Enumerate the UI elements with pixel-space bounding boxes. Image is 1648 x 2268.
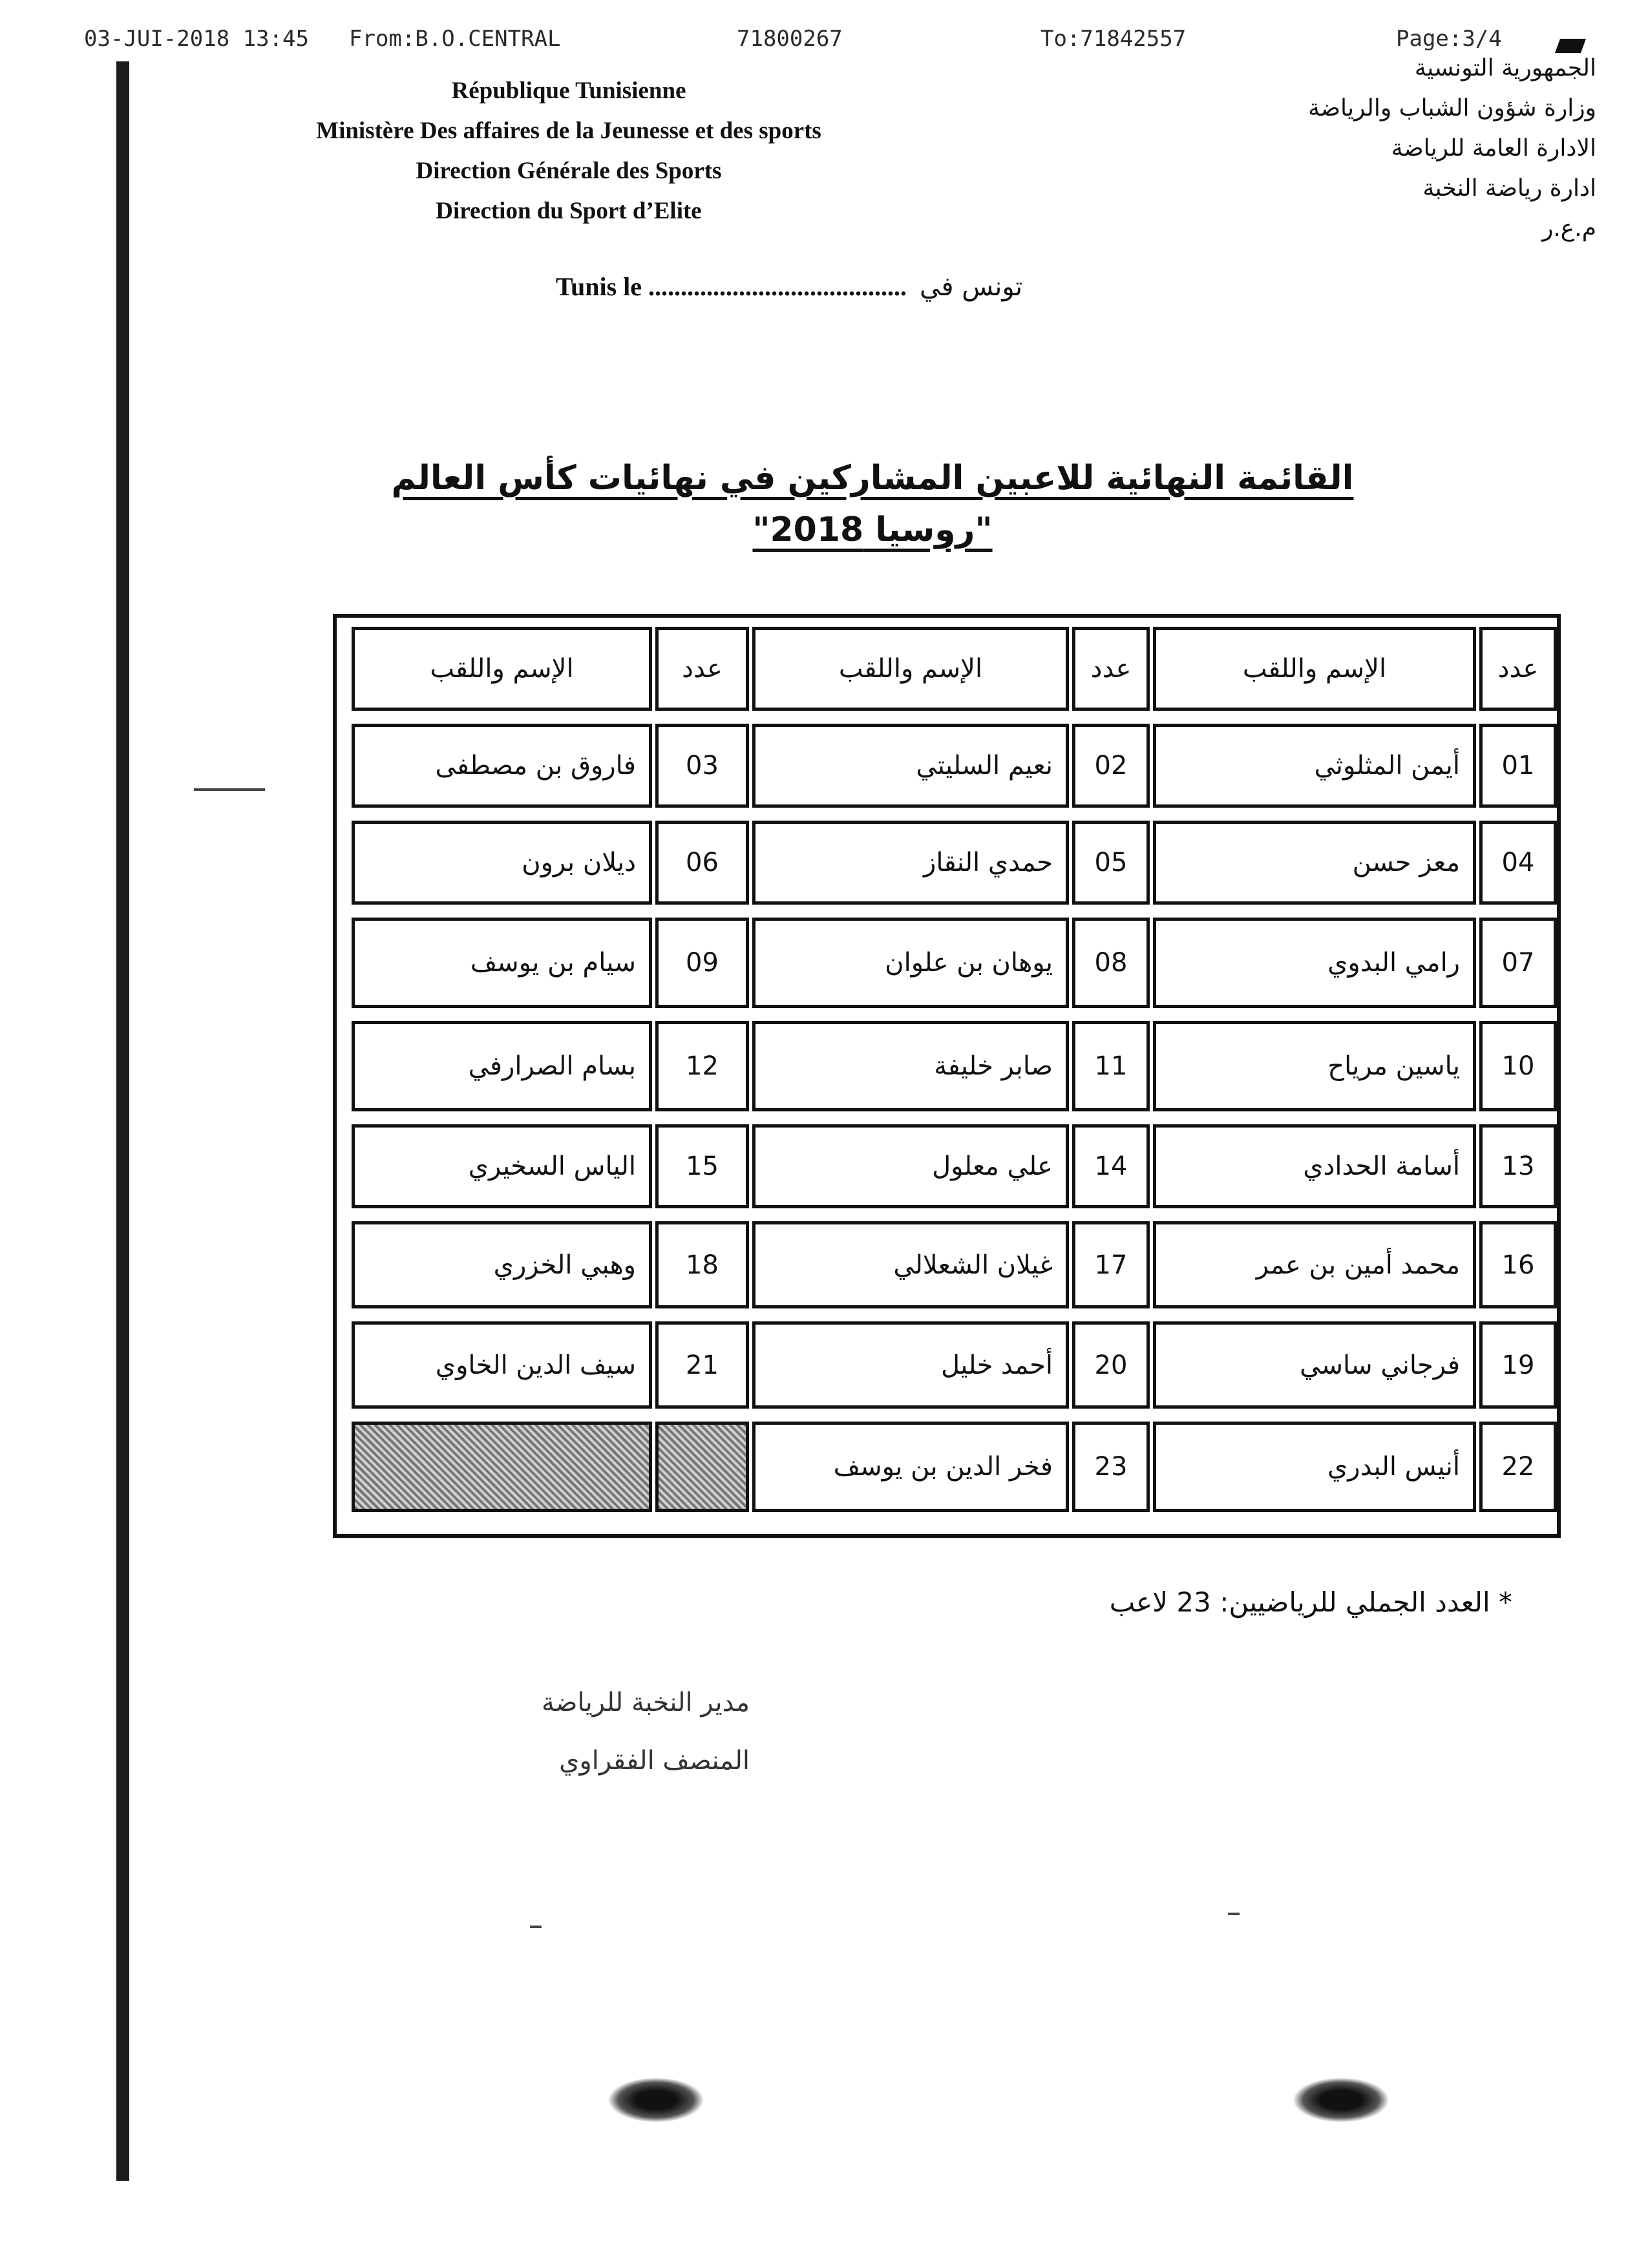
player-name: فرجاني ساسي: [1153, 1321, 1476, 1409]
header-name: الإسم واللقب: [352, 627, 652, 711]
player-name: ديلان برون: [352, 821, 652, 905]
player-name: أحمد خليل: [752, 1321, 1069, 1409]
player-name: حمدي النقاز: [752, 821, 1069, 905]
fax-from: From:B.O.CENTRAL: [349, 26, 561, 52]
date-line-ar: تونس في: [920, 272, 1023, 302]
letterhead-ar-line: الجمهورية التونسية: [1414, 55, 1596, 81]
player-number: 12: [655, 1021, 749, 1111]
player-name: سيام بن يوسف: [352, 918, 652, 1008]
header-number: عدد: [655, 627, 749, 711]
title-line-1: القائمة النهائية للاعبين المشاركين في نهائيات كأس العالم: [391, 459, 1354, 498]
table-row: [337, 1412, 1557, 1516]
player-name: صابر خليفة: [752, 1021, 1069, 1111]
fax-to: To:71842557: [1041, 26, 1187, 52]
player-name: فاروق بن مصطفى: [352, 724, 652, 808]
date-line: [556, 271, 1331, 302]
player-number: 21: [655, 1321, 749, 1409]
player-name: أنيس البدري: [1153, 1422, 1476, 1512]
player-name: أيمن المثلوثي: [1153, 724, 1476, 808]
signature-line-1: مدير النخبة للرياضة: [542, 1688, 750, 1717]
letterhead-arabic: [1170, 48, 1596, 249]
player-name: ياسين مرياح: [1153, 1021, 1476, 1111]
player-number: 18: [655, 1221, 749, 1308]
player-name: رامي البدوي: [1153, 918, 1476, 1008]
letterhead-fr-line: Direction Générale des Sports: [416, 158, 722, 184]
document-title: [388, 452, 1357, 556]
signature-line-2: المنصف الفقراوي: [559, 1746, 750, 1776]
letterhead-fr-line: République Tunisienne: [451, 78, 686, 104]
table-row: [337, 715, 1557, 812]
margin-dash: [530, 1926, 542, 1928]
player-name: بسام الصرارفي: [352, 1021, 652, 1111]
title-line-2: "روسيا 2018": [752, 510, 993, 549]
player-number: 14: [1072, 1124, 1150, 1208]
total-players-note: * العدد الجملي للرياضيين: 23 لاعب: [1109, 1586, 1512, 1618]
player-number: 07: [1479, 918, 1557, 1008]
letterhead-ar-line: م.ع.ر: [1541, 215, 1596, 242]
smudge-mark: [1293, 2077, 1389, 2123]
player-name: أسامة الحدادي: [1153, 1124, 1476, 1208]
player-number: 01: [1479, 724, 1557, 808]
fax-datetime: 03-JUI-2018 13:45: [84, 26, 309, 52]
player-number: 15: [655, 1124, 749, 1208]
letterhead-ar-line: وزارة شؤون الشباب والرياضة: [1308, 95, 1596, 121]
player-name: علي معلول: [752, 1124, 1069, 1208]
player-number: 04: [1479, 821, 1557, 905]
player-number: 06: [655, 821, 749, 905]
player-name: نعيم السليتي: [752, 724, 1069, 808]
table-row: [337, 1012, 1557, 1115]
table-header-row: [337, 618, 1557, 715]
player-number: 05: [1072, 821, 1150, 905]
letterhead-french: [271, 71, 866, 231]
table-row: [337, 1312, 1557, 1412]
player-name: سيف الدين الخاوي: [352, 1321, 652, 1409]
empty-shaded-cell: [352, 1422, 652, 1512]
player-number: 09: [655, 918, 749, 1008]
header-name: الإسم واللقب: [752, 627, 1069, 711]
header-name: الإسم واللقب: [1153, 627, 1476, 711]
player-name: غيلان الشعلالي: [752, 1221, 1069, 1308]
scan-edge-bar: [116, 61, 129, 2181]
player-name: يوهان بن علوان: [752, 918, 1069, 1008]
player-name: فخر الدين بن يوسف: [752, 1422, 1069, 1512]
smudge-mark: [607, 2077, 704, 2123]
player-number: 20: [1072, 1321, 1150, 1409]
table-row: [337, 1115, 1557, 1212]
player-name: وهبي الخزري: [352, 1221, 652, 1308]
letterhead-fr-line: Direction du Sport d’Elite: [436, 198, 702, 224]
players-table: [333, 614, 1561, 1538]
fax-number: 71800267: [737, 26, 843, 52]
header-number: عدد: [1072, 627, 1150, 711]
player-number: 16: [1479, 1221, 1557, 1308]
player-number: 02: [1072, 724, 1150, 808]
fax-page: Page:3/4: [1396, 26, 1502, 52]
player-number: 23: [1072, 1422, 1150, 1512]
margin-dash: [1228, 1913, 1240, 1915]
letterhead-ar-line: الادارة العامة للرياضة: [1391, 135, 1596, 162]
player-number: 03: [655, 724, 749, 808]
player-name: محمد أمين بن عمر: [1153, 1221, 1476, 1308]
player-number: 13: [1479, 1124, 1557, 1208]
margin-dash: [194, 788, 265, 791]
player-number: 11: [1072, 1021, 1150, 1111]
table-row: [337, 812, 1557, 908]
player-name: معز حسن: [1153, 821, 1476, 905]
letterhead-fr-line: Ministère Des affaires de la Jeunesse et des sports: [316, 118, 821, 144]
player-number: 22: [1479, 1422, 1557, 1512]
table-row: [337, 1212, 1557, 1312]
player-number: 19: [1479, 1321, 1557, 1409]
date-line-fr: Tunis le ........................................: [556, 272, 907, 301]
player-name: الياس السخيري: [352, 1124, 652, 1208]
empty-shaded-cell: [655, 1422, 749, 1512]
signature-block: [414, 1674, 750, 1790]
player-number: 10: [1479, 1021, 1557, 1111]
table-row: [337, 908, 1557, 1012]
player-number: 08: [1072, 918, 1150, 1008]
letterhead-ar-line: ادارة رياضة النخبة: [1422, 175, 1596, 202]
player-number: 17: [1072, 1221, 1150, 1308]
header-number: عدد: [1479, 627, 1557, 711]
